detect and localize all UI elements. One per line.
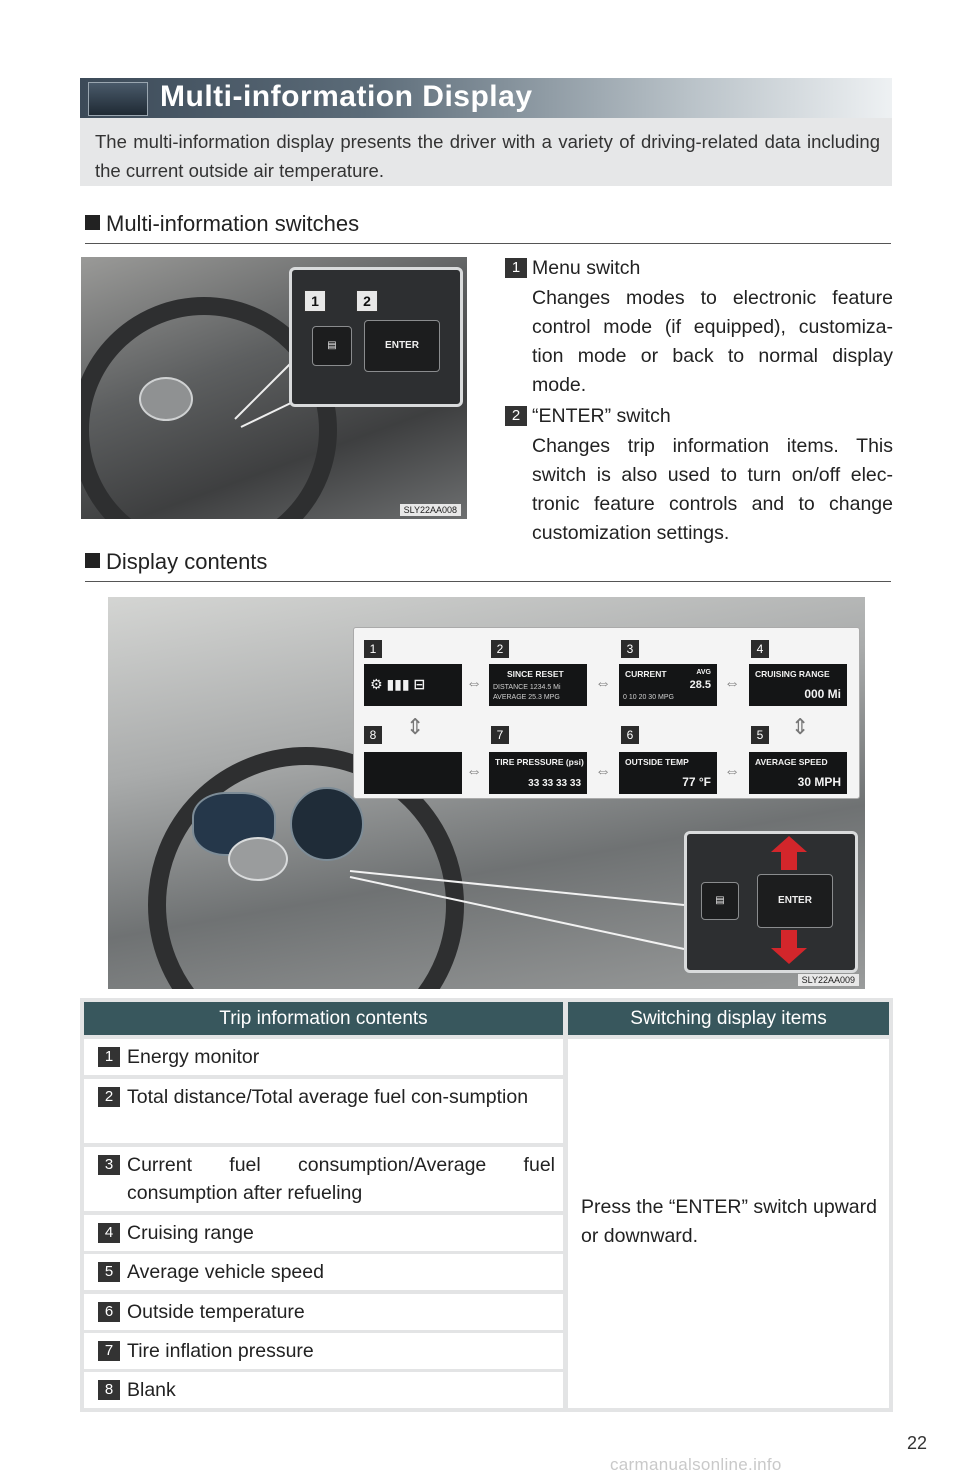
inset-badge-1: 1: [304, 290, 326, 312]
row-text: Energy monitor: [127, 1046, 260, 1068]
row-badge: 6: [98, 1302, 120, 1322]
square-bullet-icon: [85, 553, 100, 568]
screen-line: CURRENT: [625, 669, 667, 679]
screen-badge: 1: [364, 640, 382, 658]
section-heading-text: Display contents: [106, 549, 268, 574]
switch-name: Menu switch: [532, 257, 641, 279]
row-badge: 7: [98, 1341, 120, 1361]
down-arrow-icon: [771, 930, 807, 964]
table-row: [84, 1215, 563, 1251]
inset-badge-2: 2: [356, 290, 378, 312]
screen-line: 28.5: [689, 679, 711, 691]
logo-emblem-icon: [139, 377, 193, 421]
screen-line: 000 Mi: [804, 687, 841, 701]
display-photo: [108, 597, 865, 989]
screen-line: AVERAGE 25.3 MPG: [493, 694, 560, 701]
square-bullet-icon: [85, 215, 100, 230]
table-row: [84, 1333, 563, 1369]
menu-icon: ▤: [715, 895, 725, 906]
badge-1: 1: [505, 258, 527, 278]
table-row: [84, 1039, 563, 1075]
screen-line: 33 33 33 33: [528, 778, 581, 789]
row-text: Average vehicle speed: [127, 1261, 324, 1283]
watermark: carmanualsonline.info: [610, 1455, 782, 1474]
section-heading-display: [85, 549, 891, 582]
menu-switch-button[interactable]: [701, 882, 739, 920]
screen-line: TIRE PRESSURE (psi): [495, 757, 584, 767]
screen-line: CRUISING RANGE: [755, 669, 830, 679]
switch-desc: Changes modes to electronic feature control mode (if equipped), customiza-tion mode or back to normal display mode.: [532, 287, 893, 396]
up-arrow-icon: [771, 836, 807, 870]
trip-info-table: [80, 998, 893, 1412]
table-row: [84, 1254, 563, 1290]
page-number: 22: [906, 1433, 927, 1453]
double-arrow-icon: ⇔: [595, 675, 611, 692]
double-arrow-icon: ⇔: [466, 763, 482, 780]
double-arrow-icon: ⇔: [466, 675, 482, 692]
row-badge: 4: [98, 1223, 120, 1243]
switching-cell: [568, 1039, 889, 1408]
display-screens-panel: [353, 627, 860, 799]
screen-since-reset: [489, 664, 587, 706]
screen-badge: 7: [491, 726, 509, 744]
enter-switch-button[interactable]: ENTER: [757, 874, 833, 928]
screen-average-speed: [749, 752, 847, 794]
screen-line: OUTSIDE TEMP: [625, 757, 689, 767]
table-header-contents: Trip information contents: [84, 1002, 563, 1035]
screen-badge: 5: [751, 726, 769, 744]
section-heading-switches: [85, 211, 891, 244]
screen-tire-pressure: [489, 752, 587, 794]
section-heading-text: Multi-information switches: [106, 211, 360, 236]
switch-item-menu: [505, 258, 893, 398]
switch-name: “ENTER” switch: [532, 405, 671, 427]
row-text: Tire inflation pressure: [127, 1340, 314, 1362]
menu-switch-button[interactable]: [312, 326, 352, 366]
screen-line: 77 °F: [682, 775, 711, 789]
table-row: [84, 1372, 563, 1408]
row-badge: 1: [98, 1047, 120, 1067]
table-row: [84, 1147, 563, 1211]
row-text: Total distance/Total average fuel con-sumption: [127, 1086, 529, 1108]
table-header-switching: Switching display items: [568, 1002, 889, 1035]
enter-switch-inset: [684, 831, 858, 973]
switch-inset: [289, 267, 463, 407]
screen-energy-monitor: [364, 664, 462, 706]
screen-line: DISTANCE 1234.5 Mi: [493, 684, 561, 691]
table-row: [84, 1079, 563, 1143]
intro-text: The multi-information display presents the driver with a variety of driving-related data including the current outside air temperature.: [95, 131, 880, 181]
switch-item-enter: [505, 406, 893, 546]
row-text: Cruising range: [127, 1222, 254, 1244]
double-arrow-icon: ⇔: [595, 763, 611, 780]
screen-line: AVERAGE SPEED: [755, 757, 828, 767]
callout-lines: [348, 857, 688, 957]
screen-badge: 3: [621, 640, 639, 658]
title-chip-icon: [88, 82, 148, 116]
table-row: [84, 1294, 563, 1330]
vertical-arrow-icon: ⇕: [791, 714, 810, 739]
menu-icon: ▤: [327, 340, 337, 351]
switches-photo: [81, 257, 467, 519]
badge-2: 2: [505, 406, 527, 426]
row-badge: 3: [98, 1155, 120, 1175]
screen-line: SINCE RESET: [507, 669, 564, 679]
screen-badge: 8: [364, 726, 382, 744]
screen-badge: 6: [621, 726, 639, 744]
double-arrow-icon: ⇔: [724, 763, 740, 780]
enter-switch-button[interactable]: ENTER: [364, 320, 440, 372]
screen-badge: 4: [751, 640, 769, 658]
row-text: Blank: [127, 1379, 176, 1401]
screen-line: 0 10 20 30 MPG: [623, 694, 674, 701]
switching-text: Press the “ENTER” switch upward or downward.: [581, 1196, 877, 1247]
screen-cruising-range: [749, 664, 847, 706]
screen-blank: [364, 752, 462, 794]
photo-code: SLY22AA009: [798, 974, 859, 986]
row-badge: 8: [98, 1380, 120, 1400]
vertical-arrow-icon: ⇕: [406, 714, 425, 739]
switch-desc: Changes trip information items. This switch is also used to turn on/off elec-tronic feature controls and to change customization settings.: [532, 435, 893, 544]
logo-emblem-icon: [228, 837, 288, 881]
screen-line: AVG: [696, 669, 711, 676]
screen-badge: 2: [491, 640, 509, 658]
screen-line: 30 MPH: [797, 775, 841, 789]
row-badge: 2: [98, 1087, 120, 1107]
double-arrow-icon: ⇔: [724, 675, 740, 692]
row-text: Current fuel consumption/Average fuel consumption after refueling: [127, 1154, 555, 1204]
row-badge: 5: [98, 1262, 120, 1282]
energy-monitor-icon: ⚙ ▮▮▮ ⊟: [370, 676, 426, 692]
screen-outside-temp: [619, 752, 717, 794]
row-text: Outside temperature: [127, 1301, 305, 1323]
screen-current: [619, 664, 717, 706]
page-title: Multi-information Display: [160, 80, 533, 113]
photo-code: SLY22AA008: [400, 504, 461, 516]
